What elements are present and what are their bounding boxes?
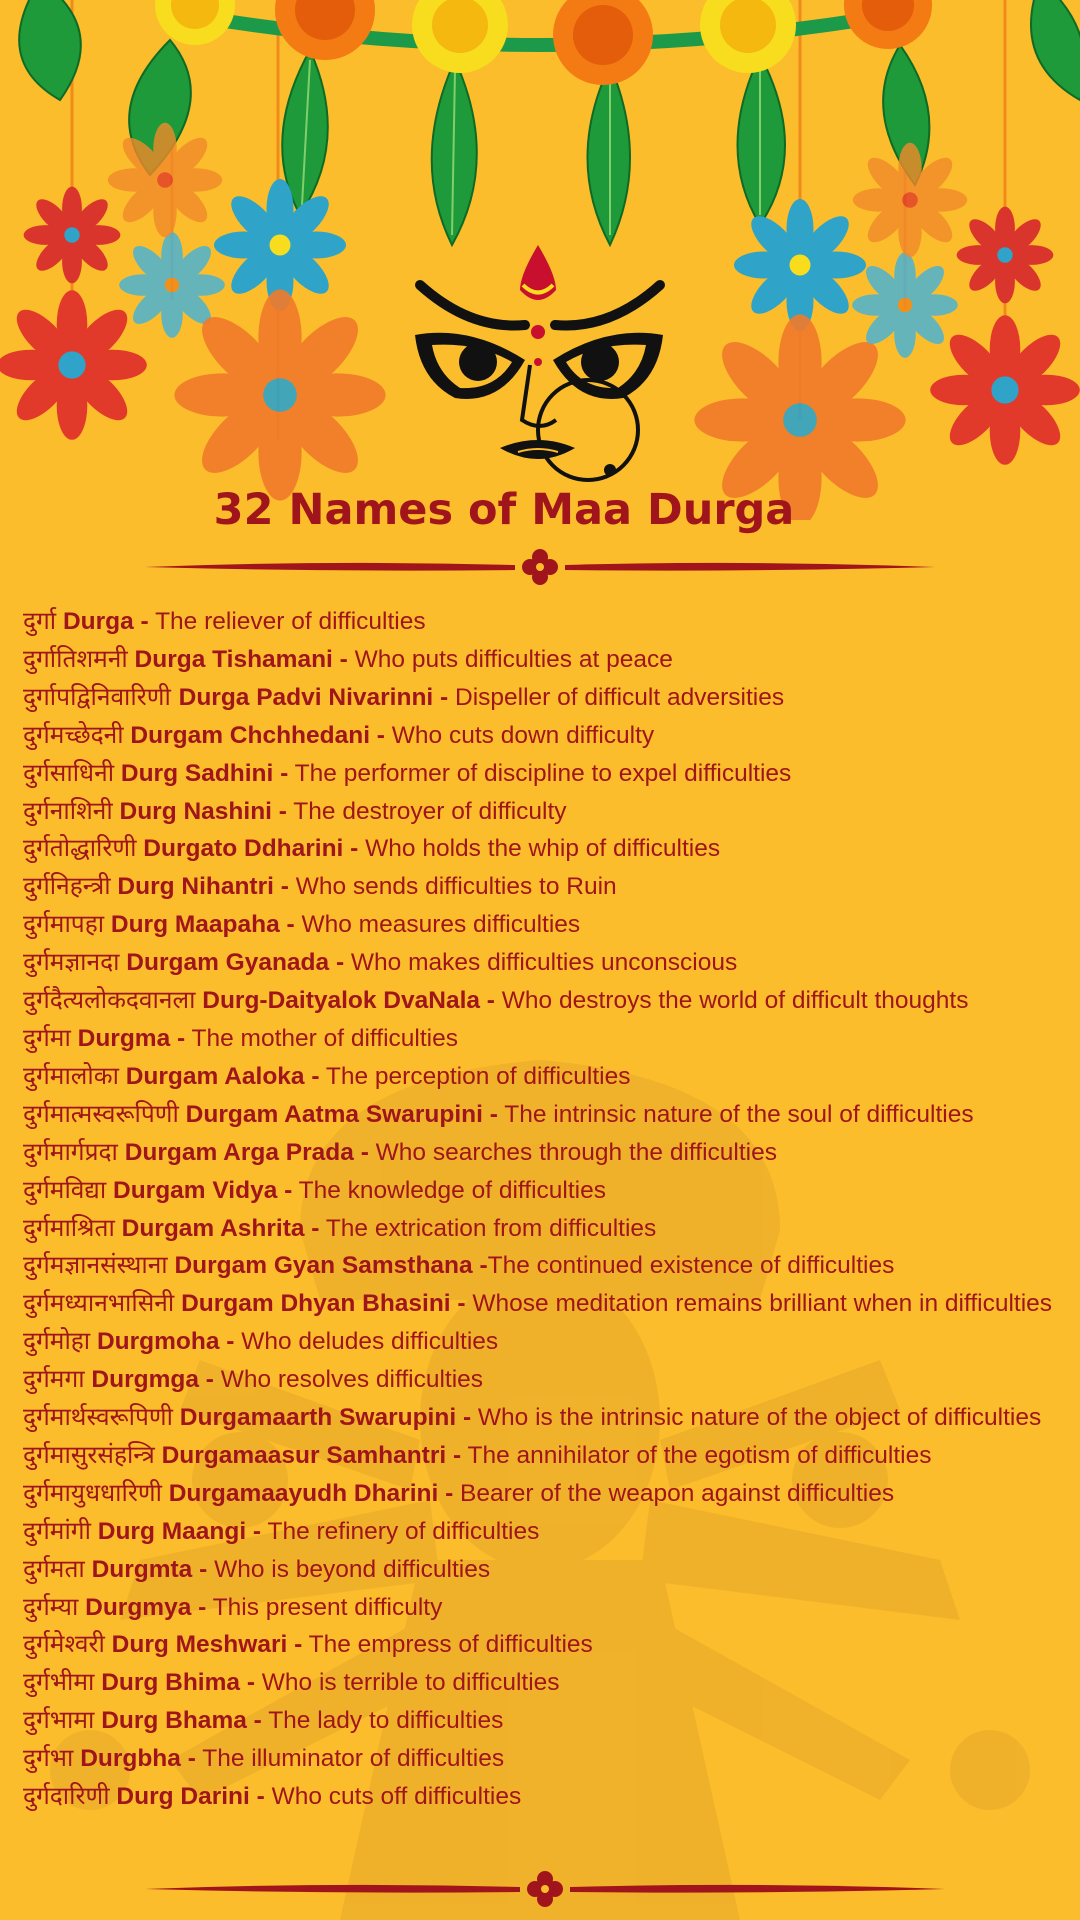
english-name: Durgam Chchhedani - [130,721,385,749]
devanagari-name: दुर्गमायुधधारिणी [23,1477,162,1507]
devanagari-name: दुर्गमच्छेदनी [23,719,124,749]
meaning-text: Whose meditation remains brilliant when in difficulties [465,1290,1053,1318]
devanagari-name: दुर्गम्या [23,1591,79,1621]
english-name: Durgam Vidya - [113,1176,293,1204]
devanagari-name: दुर्गातिशमनी [23,643,128,673]
meaning-text: The performer of discipline to expel difficulties [288,759,792,787]
english-name: Durg Bhima - [101,1669,255,1697]
meaning-text: Who holds the whip of difficulties [358,835,721,863]
english-name: Durgam Gyanada - [126,949,345,977]
english-name: Durg Darini - [116,1783,265,1811]
meaning-text: Who makes difficulties unconscious [344,949,738,977]
devanagari-name: दुर्गमापहा [23,909,105,939]
meaning-text: Who searches through the difficulties [368,1138,777,1166]
meaning-text: Who is beyond difficulties [207,1555,491,1583]
devanagari-name: दुर्गापद्विनिवारिणी [23,681,179,711]
meaning-text: The continued existence of difficulties [487,1252,895,1280]
devanagari-name: दुर्गभीमा [23,1667,95,1697]
devanagari-name: दुर्गमा [23,1022,71,1052]
devanagari-name: दुर्गमज्ञानसंस्थाना [23,1250,168,1280]
meaning-text: The extrication from difficulties [319,1214,657,1242]
meaning-text: The mother of difficulties [185,1024,458,1052]
meaning-text: The lady to difficulties [261,1707,504,1735]
english-name: Durgam Aaloka - [125,1062,320,1090]
meaning-text: The reliever of difficulties [148,608,426,635]
meaning-text: The knowledge of difficulties [292,1176,606,1204]
devanagari-name: दुर्गमज्ञानदा [23,947,120,977]
english-name: Durgmya - [85,1593,207,1621]
meaning-text: The refinery of difficulties [261,1517,540,1545]
english-name: Durg Nashini - [119,797,287,825]
english-name: Durg Maapaha - [110,911,295,939]
devanagari-name: दुर्गा [23,606,57,635]
meaning-text: The destroyer of difficulty [286,797,567,825]
devanagari-name: दुर्गनाशिनी [23,795,113,825]
meaning-text: This present difficulty [206,1593,443,1621]
english-name: Durgamaayudh Dharini - [168,1479,454,1507]
english-name: Durga Padvi Nivarinni - [178,683,449,711]
devanagari-name: दुर्गमता [23,1553,85,1583]
meaning-text: The illuminator of difficulties [195,1745,505,1773]
meaning-text: Who cuts off difficulties [264,1783,522,1811]
devanagari-name: दुर्गमध्यानभासिनी [23,1288,175,1318]
devanagari-name: दुर्गमेश्वरी [23,1629,105,1659]
devanagari-name: दुर्गमार्गप्रदा [23,1136,118,1166]
meaning-text: Who is the intrinsic nature of the object of difficulties [471,1404,1042,1432]
devanagari-name: दुर्गभामा [23,1705,95,1735]
english-name: Durgam Dhyan Bhasini - [181,1290,466,1318]
english-name: Durgmoha - [96,1328,235,1356]
devanagari-name: दुर्गमार्थस्वरूपिणी [23,1402,173,1432]
devanagari-name: दुर्गभा [23,1743,74,1773]
english-name: Durgam Aatma Swarupini - [185,1100,498,1128]
meaning-text: Who sends difficulties to Ruin [288,873,617,901]
devanagari-name: दुर्गमासुरसंहन्त्रि [23,1439,155,1469]
english-name: Durga Tishamani - [134,645,348,673]
english-name: Durga - [62,608,149,635]
meaning-text: The empress of difficulties [302,1631,593,1659]
devanagari-name: दुर्गनिहन्त्री [23,871,111,901]
meaning-text: The intrinsic nature of the soul of difficulties [497,1100,974,1128]
meaning-text: Who deludes difficulties [234,1328,499,1356]
meaning-text: Who measures difficulties [294,911,581,939]
meaning-text: Who resolves difficulties [213,1366,484,1394]
meaning-text: Who cuts down difficulty [384,721,655,749]
english-name: Durgamaasur Samhantri - [161,1441,462,1469]
devanagari-name: दुर्गमात्मस्वरूपिणी [23,1098,179,1128]
english-name: Durg Sadhini - [120,759,289,787]
devanagari-name: दुर्गदारिणी [23,1781,110,1811]
meaning-text: Bearer of the weapon against difficulties [453,1479,895,1507]
english-name: Durgamaarth Swarupini - [179,1404,472,1432]
devanagari-name: दुर्गमगा [23,1364,85,1394]
devanagari-name: दुर्गमाश्रिता [23,1212,115,1242]
devanagari-name: दुर्गतोद्धारिणी [23,833,137,863]
devanagari-name: दुर्गमविद्या [23,1174,107,1204]
english-name: Durg Bhama - [101,1707,262,1735]
english-name: Durgma - [77,1024,186,1052]
english-name: Durgmga - [91,1366,214,1394]
english-name: Durg Nihantri - [117,873,289,901]
english-name: Durg Meshwari - [111,1631,303,1659]
meaning-text: Dispeller of difficult adversities [448,683,785,711]
english-name: Durgmta - [91,1555,208,1583]
devanagari-name: दुर्गमोहा [23,1326,91,1356]
devanagari-name: दुर्गमांगी [23,1515,91,1545]
devanagari-name: दुर्गदैत्यलोकदवानला [23,985,196,1015]
english-name: Durg Maangi - [97,1517,262,1545]
english-name: Durg-Daityalok DvaNala - [202,987,495,1015]
english-name: Durgato Ddharini - [143,835,359,863]
meaning-text: The perception of difficulties [319,1062,631,1090]
devanagari-name: दुर्गमालोका [23,1060,119,1090]
meaning-text: The annihilator of the egotism of difficulties [461,1441,932,1469]
meaning-text: Who puts difficulties at peace [347,645,673,673]
english-name: Durgbha - [80,1745,196,1773]
english-name: Durgam Ashrita - [121,1214,320,1242]
english-name: Durgam Arga Prada - [124,1138,369,1166]
meaning-text: Who destroys the world of difficult thoughts [494,987,969,1015]
page-title: 32 Names of Maa Durga [213,485,795,535]
english-name: Durgam Gyan Samsthana - [174,1252,488,1280]
devanagari-name: दुर्गसाधिनी [23,757,115,787]
meaning-text: Who is terrible to difficulties [255,1669,560,1697]
